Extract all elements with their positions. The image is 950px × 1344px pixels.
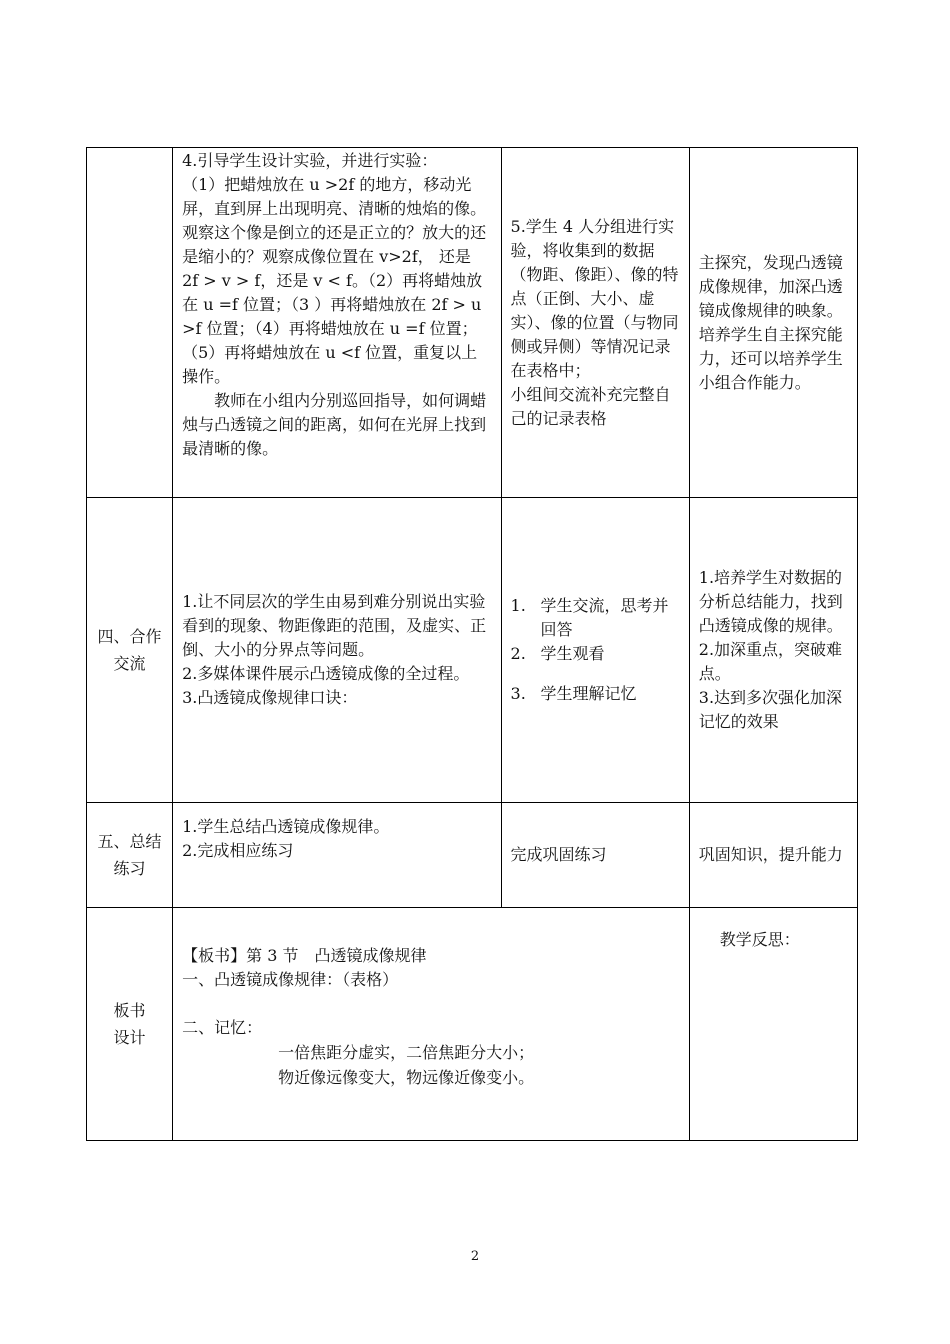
teacher-activity-cell: [173, 803, 501, 908]
board-title: 【板书】第 3 节 凸透镜成像规律: [182, 946, 427, 965]
table-row-exchange: [87, 498, 858, 803]
student-item-2: 2. 学生观看: [510, 644, 605, 663]
stage-cell-board: [87, 908, 173, 1141]
reflection-cell: [689, 908, 857, 1141]
stage-label-line1: 四、合作: [97, 627, 162, 646]
table-row-board: [87, 908, 858, 1141]
intent-text: 巩固知识，提升能力: [698, 845, 843, 864]
stage-cell-summary: [87, 803, 173, 908]
stage-cell-exchange: [87, 498, 173, 803]
board-rhyme-line-1: 一倍焦距分虚实，二倍焦距分大小；: [278, 1043, 535, 1062]
student-activity-cell: [501, 498, 689, 803]
intent-item-3: 3.达到多次强化加深记忆的效果: [698, 688, 843, 731]
stage-cell-empty: [87, 148, 173, 498]
stage-label-line2: 交流: [113, 654, 146, 673]
student-practice-text: 完成巩固练习: [510, 845, 607, 864]
board-heading-2: 二、记忆：: [182, 1018, 263, 1037]
board-heading-1: 一、凸透镜成像规律：（表格）: [182, 970, 399, 989]
student-item-1: 1. 学生交流，思考并回答: [510, 596, 669, 639]
design-intent-cell: [689, 148, 857, 498]
teacher-guidance: 教师在小组内分别巡回指导，如何调蜡烛与凸透镜之间的距离，如何在光屏上找到最清晰的像。: [182, 391, 487, 458]
stage-label-line2: 练习: [113, 859, 146, 878]
summary-item-1: 1.学生总结凸透镜成像规律。: [182, 817, 390, 836]
teacher-activity-cell: [173, 498, 501, 803]
stage-label-line1: 板书: [113, 1001, 146, 1020]
teacher-activity-cell: [173, 148, 501, 498]
teacher-step-procedure: （1）把蜡烛放在 u >2f 的地方，移动光屏，直到屏上出现明亮、清晰的烛焰的像。观察这个像是倒立的还是正立的？放大的还是缩小的？观察成像位置在 v>2f， 还是 2f > v > f，还是 v < f。（2）再将蜡烛放在 u =f 位置；（3 ）再将蜡烛放在 2f > u >f 位置；（4）再将蜡烛放在 u =f 位置；（5）再将蜡烛放在 u <f 位置，重复以上操作。: [182, 175, 487, 386]
lesson-plan-table: [86, 147, 858, 1141]
intent-item-1: 1.培养学生对数据的分析总结能力，找到凸透镜成像的规律。: [698, 568, 843, 635]
design-intent-cell: [689, 803, 857, 908]
student-experiment-text: 5.学生 4 人分组进行实验，将收集到的数据（物距、像距）、像的特点（正倒、大小、虚实）、像的位置（与物同侧或异侧）等情况记录在表格中；: [510, 216, 679, 380]
teacher-item-3: 3.凸透镜成像规律口诀：: [182, 688, 358, 707]
stage-label-line1: 五、总结: [97, 832, 162, 851]
design-intent-text: 主探究，发现凸透镜成像规律，加深凸透镜成像规律的映象。培养学生自主探究能力，还可以培养学生小组合作能力。: [698, 252, 843, 392]
board-design-cell: [173, 908, 690, 1141]
table-row-summary: [87, 803, 858, 908]
teacher-item-1: 1.让不同层次的学生由易到难分别说出实验看到的现象、物距像距的范围，及虚实、正倒、大小的分界点等问题。: [182, 592, 487, 659]
board-rhyme-line-2: 物近像远像变大，物远像近像变小。: [278, 1068, 535, 1087]
student-exchange-text: 小组间交流补充完整自己的记录表格: [510, 384, 671, 428]
teacher-item-2: 2.多媒体课件展示凸透镜成像的全过程。: [182, 664, 470, 683]
design-intent-cell: [689, 498, 857, 803]
table-row-experiment: [87, 148, 858, 498]
student-item-3: 3. 学生理解记忆: [510, 684, 637, 703]
page-number: 2: [470, 1249, 480, 1264]
student-activity-cell: [501, 803, 689, 908]
student-activity-cell: [501, 148, 689, 498]
reflection-label: 教学反思：: [719, 930, 800, 949]
summary-item-2: 2.完成相应练习: [182, 841, 294, 860]
teacher-step-title: 4.引导学生设计实验，并进行实验：: [182, 151, 438, 170]
stage-label-line2: 设计: [113, 1028, 146, 1047]
intent-item-2: 2.加深重点，突破难点。: [698, 640, 843, 683]
